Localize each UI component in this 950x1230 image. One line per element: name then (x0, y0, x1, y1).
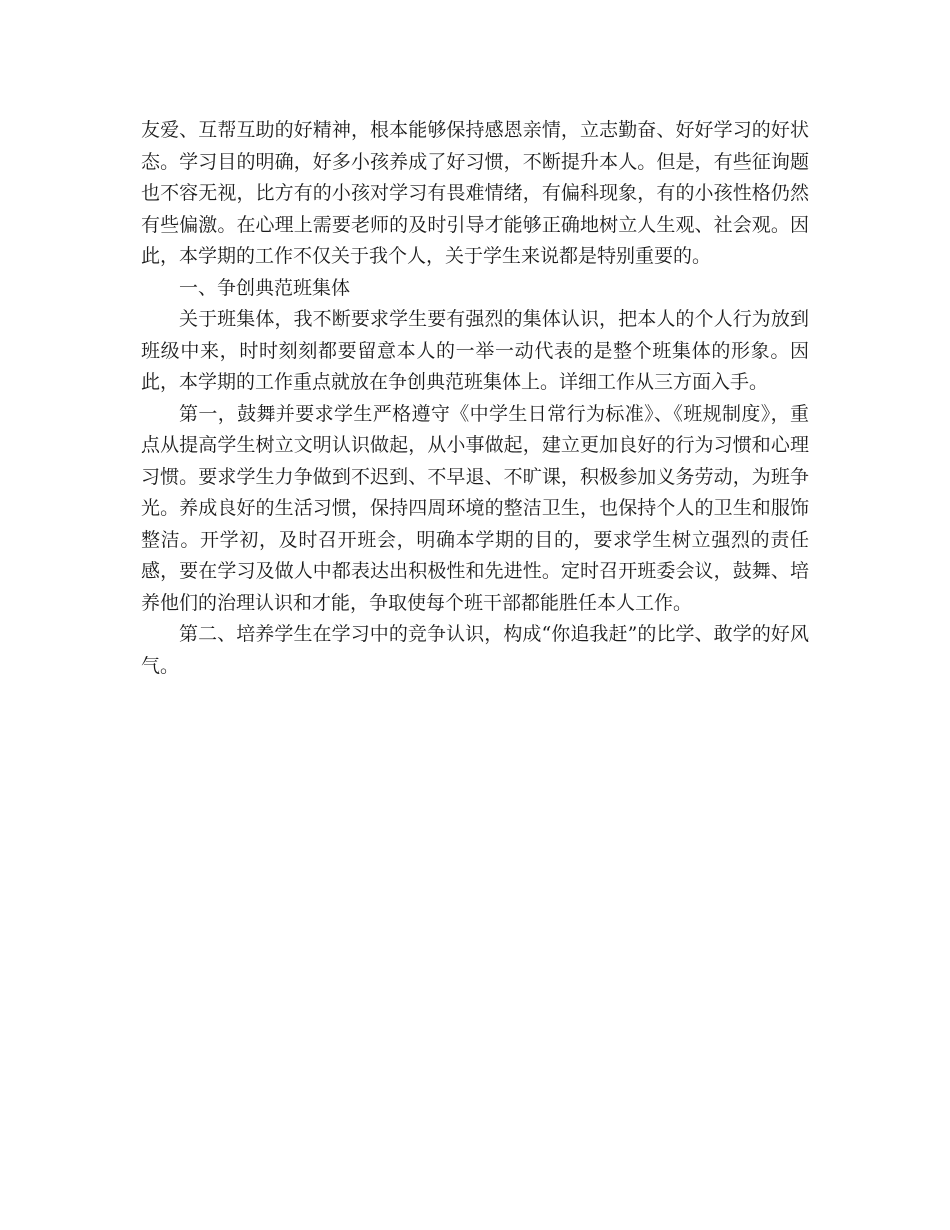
paragraph-first-point: 第一，鼓舞并要求学生严格遵守《中学生日常行为标准》、《班规制度》，重点从提高学生树立文明认识做起，从小事做起，建立更加良好的行为习惯和心理习惯。要求学生力争做到不迟到、不早退、不旷课，积极参加义务劳动，为班争光。养成良好的生活习惯，保持四周环境的整洁卫生，也保持个人的卫生和服饰整洁。开学初，及时召开班会，明确本学期的目的，要求学生树立强烈的责任感，要在学习及做人中都表达出积极性和先进性。定时召开班委会议，鼓舞、培养他们的治理认识和才能，争取使每个班干部都能胜任本人工作。 (141, 402, 809, 614)
paragraph-second-point: 第二、培养学生在学习中的竞争认识，构成“你追我赶”的比学、敢学的好风气。 (141, 623, 809, 677)
paragraph-continuation: 友爱、互帮互助的好精神，根本能够保持感恩亲情，立志勤奋、好好学习的好状态。学习目的明确，好多小孩养成了好习惯，不断提升本人。但是，有些征询题也不容无视，比方有的小孩对学习有畏难情绪，有偏科现象，有的小孩性格仍然有些偏激。在心理上需要老师的及时引导才能够正确地树立人生观、社会观。因此，本学期的工作不仅关于我个人，关于学生来说都是特别重要的。 (141, 119, 809, 267)
section-heading: 一、争创典范班集体 (179, 276, 351, 299)
document-body (141, 115, 809, 682)
paragraph-class-collective: 关于班集体，我不断要求学生要有强烈的集体认识，把本人的个人行为放到班级中来，时时刻刻都要留意本人的一举一动代表的是整个班集体的形象。因此，本学期的工作重点就放在争创典范班集体上。详细工作从三方面入手。 (141, 308, 809, 393)
